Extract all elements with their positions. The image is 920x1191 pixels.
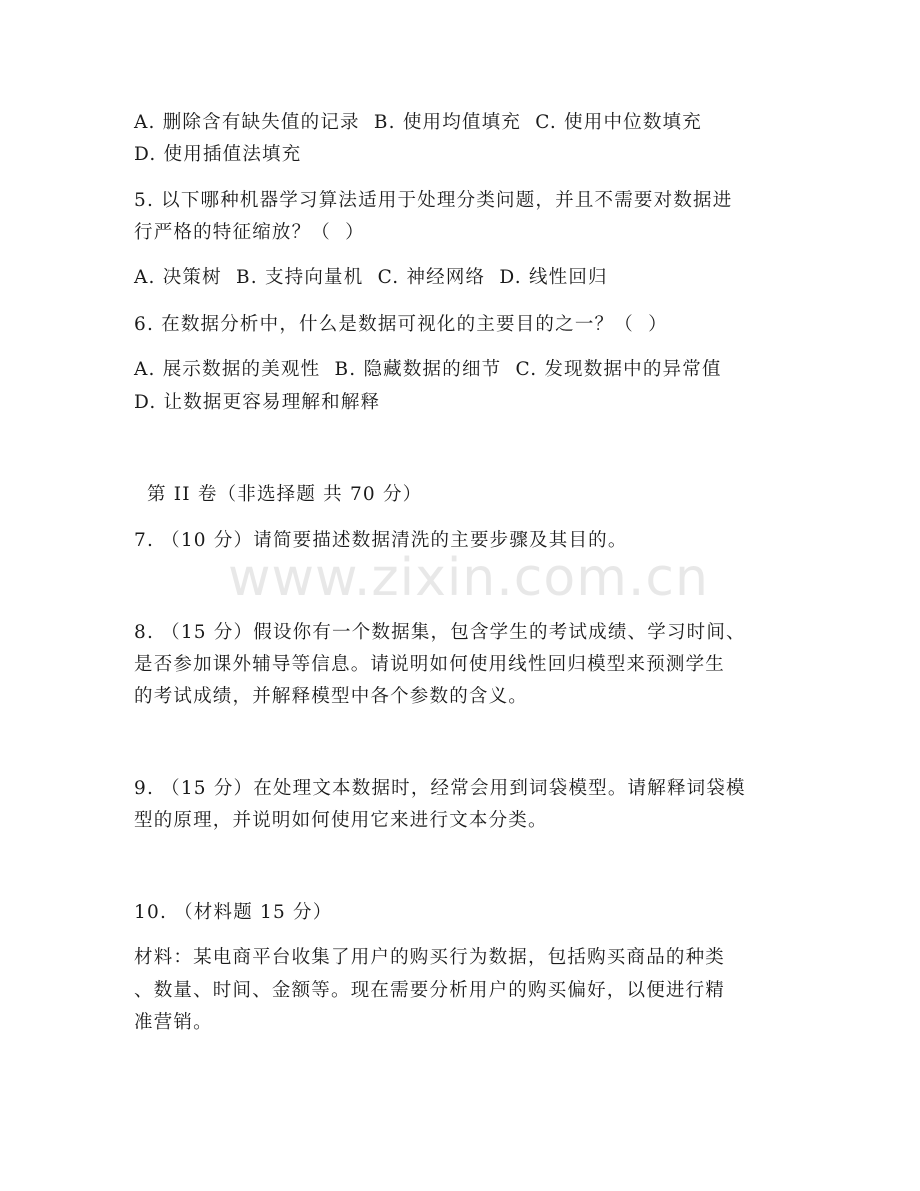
- q9-line-1: 9. （15 分）在处理文本数据时，经常会用到词袋模型。请解释词袋模: [134, 778, 746, 799]
- q8-line-3: 的考试成绩，并解释模型中各个参数的含义。: [134, 686, 529, 707]
- q8-line-1: 8. （15 分）假设你有一个数据集，包含学生的考试成绩、学习时间、: [134, 622, 746, 643]
- q4-options-line-1: A. 删除含有缺失值的记录 B. 使用均值填充 C. 使用中位数填充: [134, 112, 702, 133]
- q8-line-2: 是否参加课外辅导等信息。请说明如何使用线性回归模型来预测学生: [134, 654, 726, 675]
- q6-options-line-2: D. 让数据更容易理解和解释: [134, 392, 381, 413]
- q10-material-line-1: 材料：某电商平台收集了用户的购买行为数据，包括购买商品的种类: [134, 947, 726, 968]
- q7-text: 7. （10 分）请简要描述数据清洗的主要步骤及其目的。: [134, 530, 628, 551]
- q5-stem-line-1: 5. 以下哪种机器学习算法适用于处理分类问题，并且不需要对数据进: [134, 190, 733, 211]
- q5-stem-line-2: 行严格的特征缩放？（ ）: [134, 222, 365, 243]
- q10-material-line-2: 、数量、时间、金额等。现在需要分析用户的购买偏好，以便进行精: [134, 980, 726, 1001]
- q9-line-2: 型的原理，并说明如何使用它来进行文本分类。: [134, 810, 548, 831]
- q10-material-line-3: 准营销。: [134, 1012, 213, 1033]
- watermark: www.zixin.com.cn: [228, 548, 709, 608]
- q5-options: A. 决策树 B. 支持向量机 C. 神经网络 D. 线性回归: [134, 267, 608, 288]
- q10-title: 10. （材料题 15 分）: [134, 902, 333, 923]
- q4-options-line-2: D. 使用插值法填充: [134, 144, 302, 165]
- q6-options-line-1: A. 展示数据的美观性 B. 隐藏数据的细节 C. 发现数据中的异常值: [134, 359, 722, 380]
- section-2-title: 第 II 卷（非选择题 共 70 分）: [147, 484, 423, 505]
- q6-stem: 6. 在数据分析中，什么是数据可视化的主要目的之一？（ ）: [134, 314, 668, 335]
